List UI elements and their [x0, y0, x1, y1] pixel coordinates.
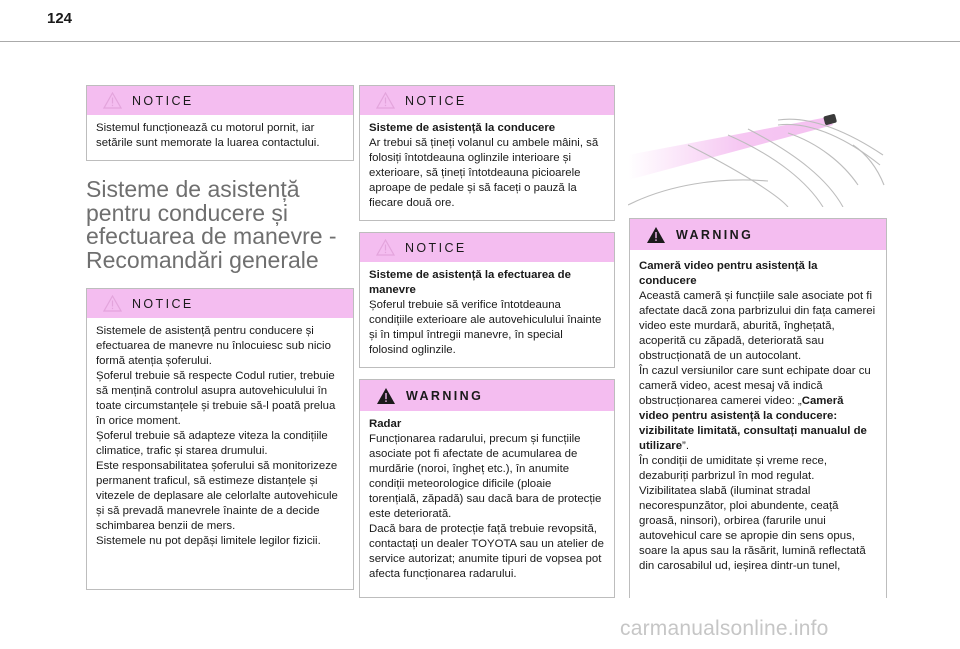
notice-header	[87, 289, 353, 318]
notice-box-driving-assistance	[86, 288, 354, 590]
notice-body	[360, 262, 614, 358]
notice-box-system-operation	[86, 85, 354, 161]
warning-paragraph: Vizibilitatea slabă (iluminat stradal necorespunzător, ploi abundente, ceață groasă, ninsori), orbirea (farurile unui autovehicul care se apropie din sens opus, soare la apus sau la răsărit, lumină reflectată din carosabilul ud, ieșirea dintr-un tunel,	[639, 485, 866, 572]
notice-body	[87, 318, 353, 549]
warning-triangle-outline-icon	[103, 92, 122, 109]
warning-triangle-outline-icon	[103, 295, 122, 312]
warning-subtitle	[639, 259, 876, 289]
paragraph-text: ”.	[682, 440, 690, 452]
warning-title: WARNING	[676, 227, 754, 242]
notice-header	[87, 86, 353, 115]
warning-body	[630, 250, 886, 574]
notice-paragraph: Șoferul trebuie să respecte Codul rutier, trebuie să mențină controlul asupra autovehiculului în toate circumstanțele și trebuie să-l poată prelua în orice moment.	[96, 370, 336, 427]
warning-subtitle	[369, 417, 604, 432]
notice-subtitle-text: Sisteme de asistență la conducere	[369, 122, 556, 134]
warning-subtitle-text: Cameră video pentru asistență la conducere	[639, 260, 818, 287]
notice-body	[87, 115, 353, 151]
notice-title: NOTICE	[405, 240, 467, 255]
camera-message-text: Cameră video pentru asistență la conducere: vizibilitate limitată, consultați manualul de utilizare	[639, 395, 867, 452]
section-title: Sisteme de asistență pentru conducere și efectuarea de manevre - Recomandări generale	[86, 176, 337, 273]
notice-box-driving-assistance-systems	[359, 85, 615, 221]
warning-paragraph: În condiții de umiditate și vreme rece, dezaburiți parbrizul în mod regulat.	[639, 455, 828, 482]
top-divider	[0, 41, 960, 42]
warning-header	[360, 380, 614, 411]
notice-paragraph: Sistemele nu pot depăși limitele legilor fizicii.	[96, 535, 321, 547]
warning-paragraph: Funcționarea radarului, precum și funcțiile asociate pot fi afectate de acumularea de murdărie (noroi, îngheț etc.), în anumite condiții meteorologice dificile (ploaie torențială, zăpadă) sau dacă bara de protecție este deteriorată.	[369, 433, 602, 520]
notice-paragraph: Sistemele de asistență pentru conducere și efectuarea de manevre nu înlocuiesc sub nicio formă atenția șoferului.	[96, 325, 331, 367]
page-number: 124	[47, 10, 73, 27]
warning-box-camera	[629, 218, 887, 598]
notice-subtitle	[369, 121, 604, 136]
notice-text: Sistemul funcționează cu motorul pornit, iar setările sunt memorate la luarea contactului.	[96, 122, 320, 149]
warning-subtitle-text: Radar	[369, 418, 402, 430]
paragraph-text: În cazul versiunilor care sunt echipate doar cu cameră video, acest mesaj vă indică obstrucționarea camerei video: „	[639, 365, 871, 407]
notice-text: Șoferul trebuie să verifice întotdeauna condițiile exterioare ale autovehiculului înainte și în timpul întregii manevre, în special folosind oglinzile.	[369, 299, 602, 356]
notice-title: NOTICE	[132, 93, 194, 108]
notice-title: NOTICE	[132, 296, 194, 311]
warning-box-radar	[359, 379, 615, 598]
windshield-camera-illustration	[628, 85, 886, 207]
warning-title: WARNING	[406, 388, 484, 403]
notice-header	[360, 233, 614, 262]
warning-triangle-outline-icon	[376, 92, 395, 109]
warning-header	[630, 219, 886, 250]
warning-paragraph	[639, 364, 876, 454]
warning-triangle-filled-icon	[646, 226, 666, 244]
warning-triangle-outline-icon	[376, 239, 395, 256]
notice-box-maneuvering-assistance	[359, 232, 615, 368]
notice-paragraph: Șoferul trebuie să adapteze viteza la condițiile climatice, trafic și starea drumului.	[96, 430, 328, 457]
warning-paragraph: Dacă bara de protecție față trebuie revopsită, contactați un dealer TOYOTA sau un atelier de service autorizat; anumite tipuri de vopsea pot afecta funcționarea radarului.	[369, 523, 604, 580]
notice-body	[360, 115, 614, 211]
notice-title: NOTICE	[405, 93, 467, 108]
notice-header	[360, 86, 614, 115]
notice-subtitle	[369, 268, 604, 298]
warning-triangle-filled-icon	[376, 387, 396, 405]
notice-text: Ar trebui să țineți volanul cu ambele mâini, să folosiți întotdeauna oglinzile interioare și exterioare, să țineți întotdeauna picioarele aproape de pedale și să faceți o pauză la fiecare două ore.	[369, 137, 599, 209]
notice-subtitle-text: Sisteme de asistență la efectuarea de manevre	[369, 269, 571, 296]
footer-watermark: carmanualsonline.info	[620, 617, 829, 640]
warning-paragraph: Această cameră și funcțiile sale asociate pot fi afectate dacă zona parbrizului din fața camerei video este murdară, aburită, înghețată, acoperită cu zăpadă, deteriorată sau obstrucționată de un autocolant.	[639, 290, 876, 362]
notice-paragraph: Este responsabilitatea șoferului să monitorizeze permanent traficul, să estimeze distanțele și vitezele de deplasare ale celorlalte autovehicule și să prevadă manevrele înainte de a decide schimbarea benzii de mers.	[96, 460, 338, 532]
warning-body	[360, 411, 614, 582]
